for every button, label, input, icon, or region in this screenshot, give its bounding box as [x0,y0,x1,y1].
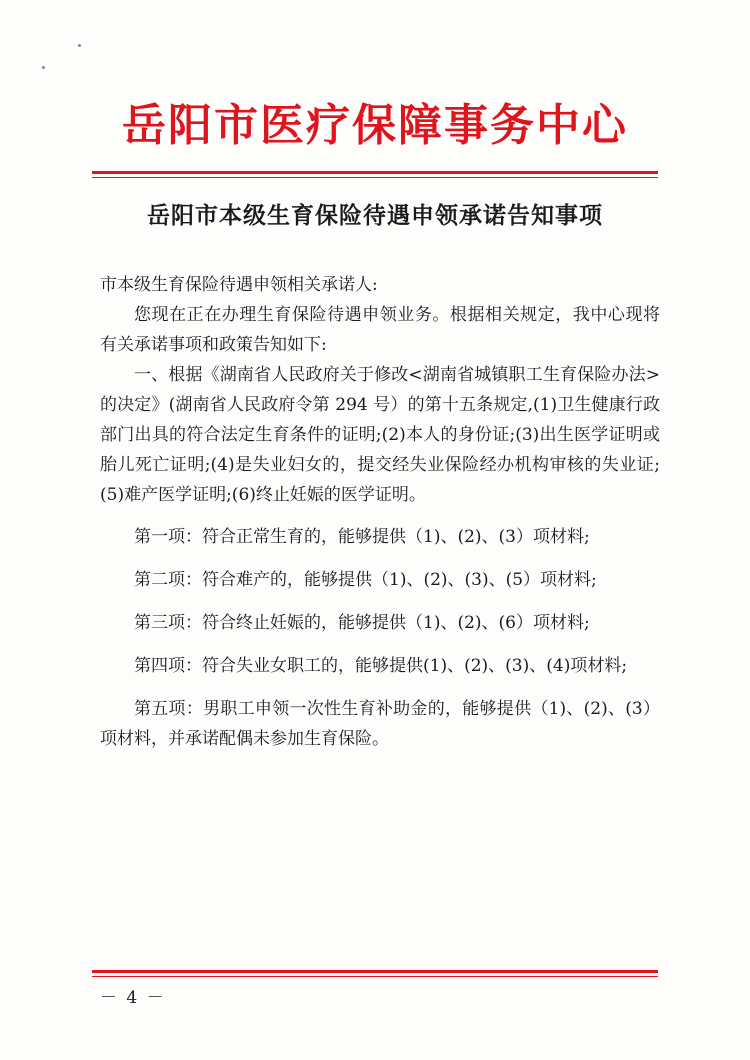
scan-speck [78,44,81,47]
list-item: 第三项：符合终止妊娠的，能够提供（1)、(2)、(6）项材料; [134,613,590,633]
clause-one-paragraph: 一、根据《湖南省人民政府关于修改<湖南省城镇职工生育保险办法>的决定》(湖南省人民政府令第 294 号）的第十五条规定,(1)卫生健康行政部门出具的符合法定生育条件的证明;(2)本人的身份证;(3)出生医学证明或胎儿死亡证明;(4)是失业妇女的，提交经失业保险经办机构审核的失业证;(5)难产医学证明;(6)终止妊娠的医学证明。 [100,365,660,505]
org-letterhead-title: 岳阳市医疗保障事务中心 [122,100,628,151]
footer-rule-thick [92,970,658,973]
scan-speck [42,66,45,69]
item-list [100,522,660,754]
salutation: 市本级生育保险待遇申领相关承诺人: [100,275,378,295]
list-item: 第五项：男职工申领一次性生育补助金的，能够提供（1)、(2)、(3）项材料，并承诺配偶未参加生育保险。 [100,699,660,749]
notice-title: 岳阳市本级生育保险待遇申领承诺告知事项 [147,202,603,229]
list-item: 第二项：符合难产的，能够提供（1)、(2)、(3)、(5）项材料; [134,570,597,590]
list-item: 第四项：符合失业女职工的，能够提供(1)、(2)、(3)、(4)项材料; [134,656,628,676]
intro-paragraph: 您现在正在办理生育保险待遇申领业务。根据相关规定，我中心现将有关承诺事项和政策告知如下: [100,305,660,355]
header-rule-thin [92,177,658,178]
footer-rule-thin [92,976,658,977]
list-item: 第一项：符合正常生育的，能够提供（1)、(2)、(3）项材料; [134,527,590,547]
header-rule-thick [92,171,658,174]
page-number: － 4 － [100,988,166,1008]
notice-body [100,270,660,767]
